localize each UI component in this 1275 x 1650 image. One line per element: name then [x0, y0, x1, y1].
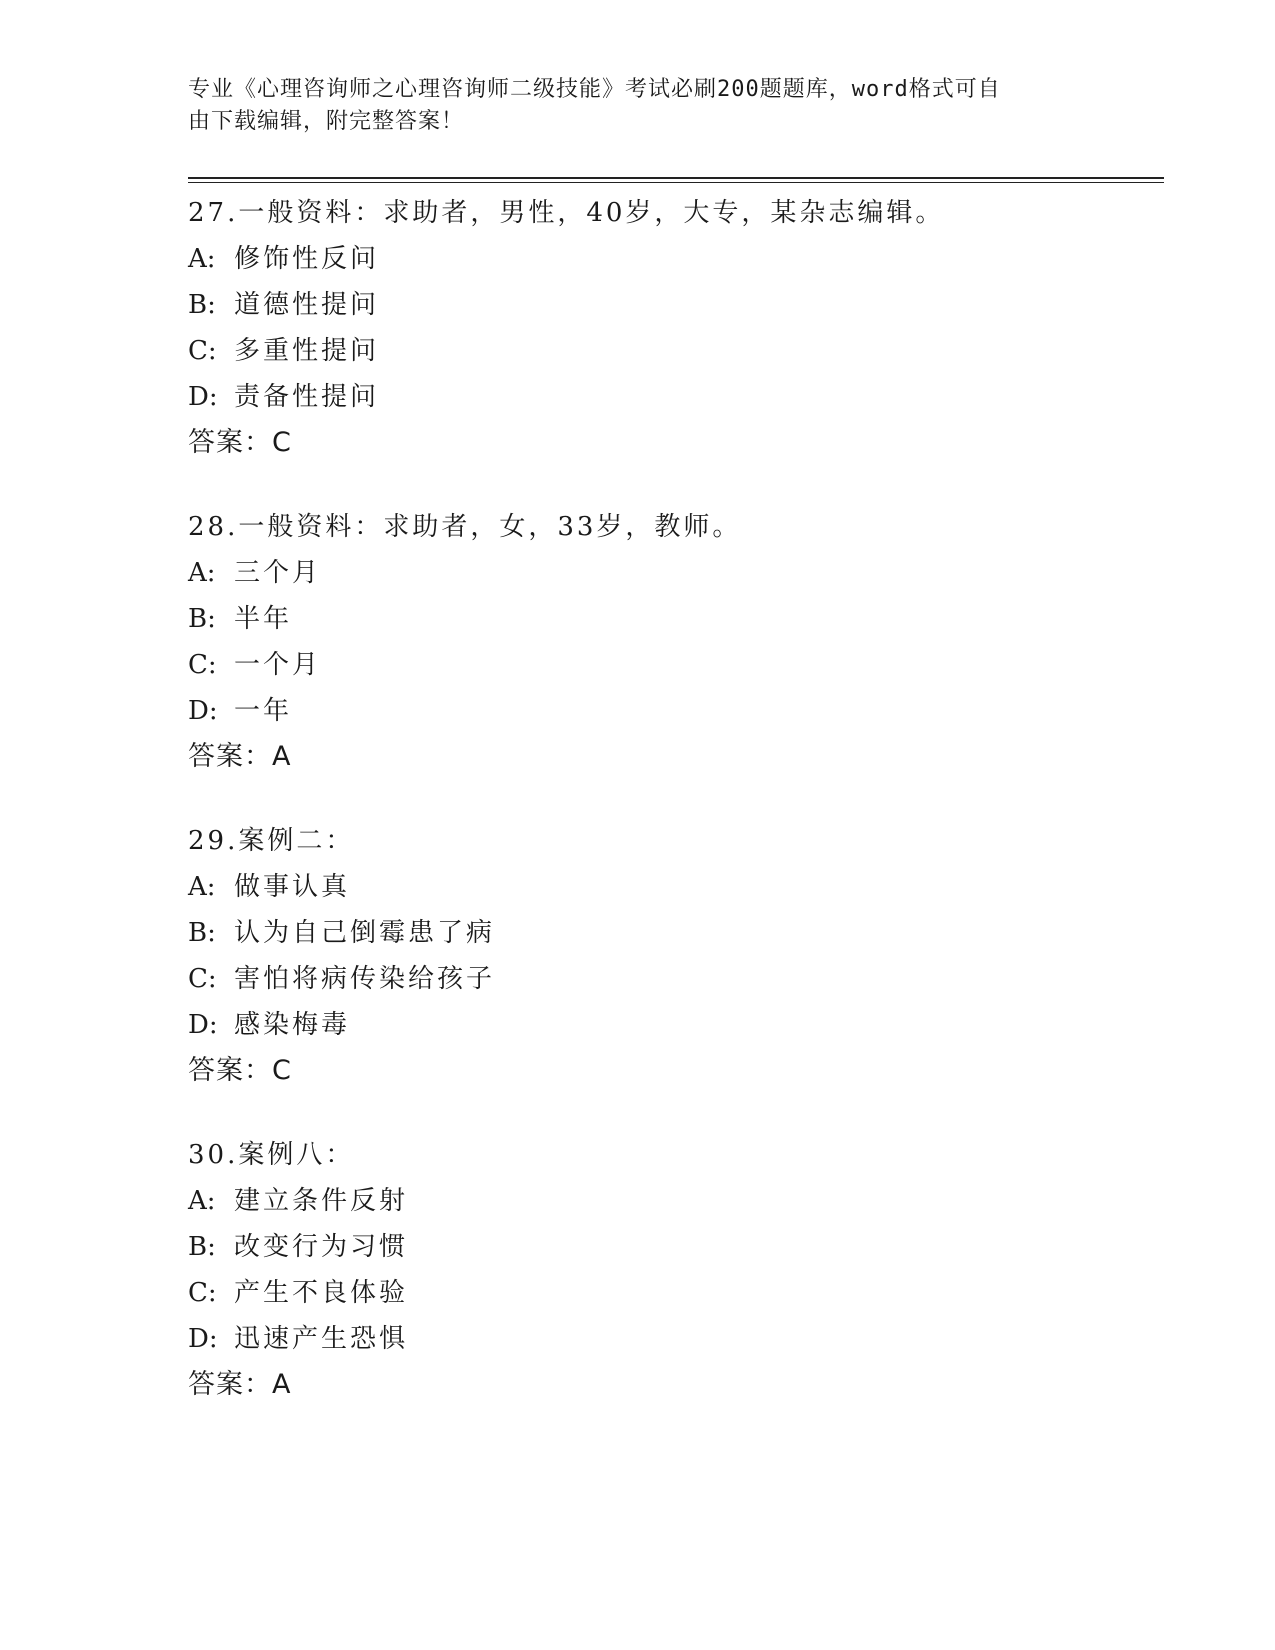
option-text: 责备性提问: [234, 382, 380, 412]
option-d: [188, 1316, 1168, 1362]
question-stem: 27.一般资料：求助者，男性，40岁，大专，某杂志编辑。: [188, 198, 945, 228]
option-text: 三个月: [234, 558, 322, 588]
option-text: 一个月: [234, 650, 322, 680]
answer-label: 答案：C: [188, 1055, 292, 1086]
question-27: [188, 190, 1168, 466]
question-stem: 29.案例二：: [188, 826, 355, 856]
option-c: [188, 642, 1168, 688]
option-text: 认为自己倒霉患了病: [234, 918, 496, 948]
option-d: [188, 1002, 1168, 1048]
option-letter: D:: [188, 1324, 218, 1354]
option-letter: C:: [188, 650, 217, 680]
option-text: 道德性提问: [234, 290, 380, 320]
option-letter: C:: [188, 964, 217, 994]
option-text: 改变行为习惯: [234, 1232, 409, 1262]
option-d: [188, 688, 1168, 734]
option-d: [188, 374, 1168, 420]
option-c: [188, 1270, 1168, 1316]
option-text: 产生不良体验: [234, 1278, 409, 1308]
option-letter: B:: [188, 918, 216, 948]
option-letter: B:: [188, 290, 216, 320]
header-line-1: 专业《心理咨询师之心理咨询师二级技能》考试必刷200题题库，word格式可自: [188, 77, 1001, 102]
option-letter: B:: [188, 1232, 216, 1262]
option-letter: D:: [188, 382, 218, 412]
question-30: [188, 1132, 1168, 1408]
option-text: 做事认真: [234, 872, 351, 902]
question-28: [188, 504, 1168, 780]
option-letter: B:: [188, 604, 216, 634]
option-letter: A:: [188, 1186, 216, 1216]
answer-label: 答案：C: [188, 427, 292, 458]
option-b: [188, 596, 1168, 642]
option-b: [188, 282, 1168, 328]
option-a: [188, 864, 1168, 910]
option-letter: D:: [188, 696, 218, 726]
option-letter: A:: [188, 872, 216, 902]
option-b: [188, 910, 1168, 956]
answer-label: 答案：A: [188, 741, 292, 772]
option-text: 感染梅毒: [234, 1010, 351, 1040]
option-a: [188, 236, 1168, 282]
option-text: 迅速产生恐惧: [234, 1324, 409, 1354]
option-b: [188, 1224, 1168, 1270]
header-divider-thick: [188, 177, 1164, 179]
question-stem: 28.一般资料：求助者，女，33岁，教师。: [188, 512, 742, 542]
option-text: 多重性提问: [234, 336, 380, 366]
header-divider-thin: [188, 182, 1164, 183]
answer-label: 答案：A: [188, 1369, 292, 1400]
option-a: [188, 550, 1168, 596]
question-29: [188, 818, 1168, 1094]
option-c: [188, 956, 1168, 1002]
option-text: 建立条件反射: [234, 1186, 409, 1216]
option-text: 一年: [234, 696, 293, 726]
document-header: [188, 74, 1068, 138]
option-text: 半年: [234, 604, 293, 634]
option-text: 害怕将病传染给孩子: [234, 964, 496, 994]
option-letter: C:: [188, 336, 217, 366]
option-a: [188, 1178, 1168, 1224]
question-list: [188, 190, 1168, 1446]
option-c: [188, 328, 1168, 374]
option-letter: D:: [188, 1010, 218, 1040]
option-letter: C:: [188, 1278, 217, 1308]
question-stem: 30.案例八：: [188, 1140, 355, 1170]
option-text: 修饰性反问: [234, 244, 380, 274]
header-line-2: 由下载编辑，附完整答案！: [188, 109, 465, 134]
option-letter: A:: [188, 244, 216, 274]
option-letter: A:: [188, 558, 216, 588]
